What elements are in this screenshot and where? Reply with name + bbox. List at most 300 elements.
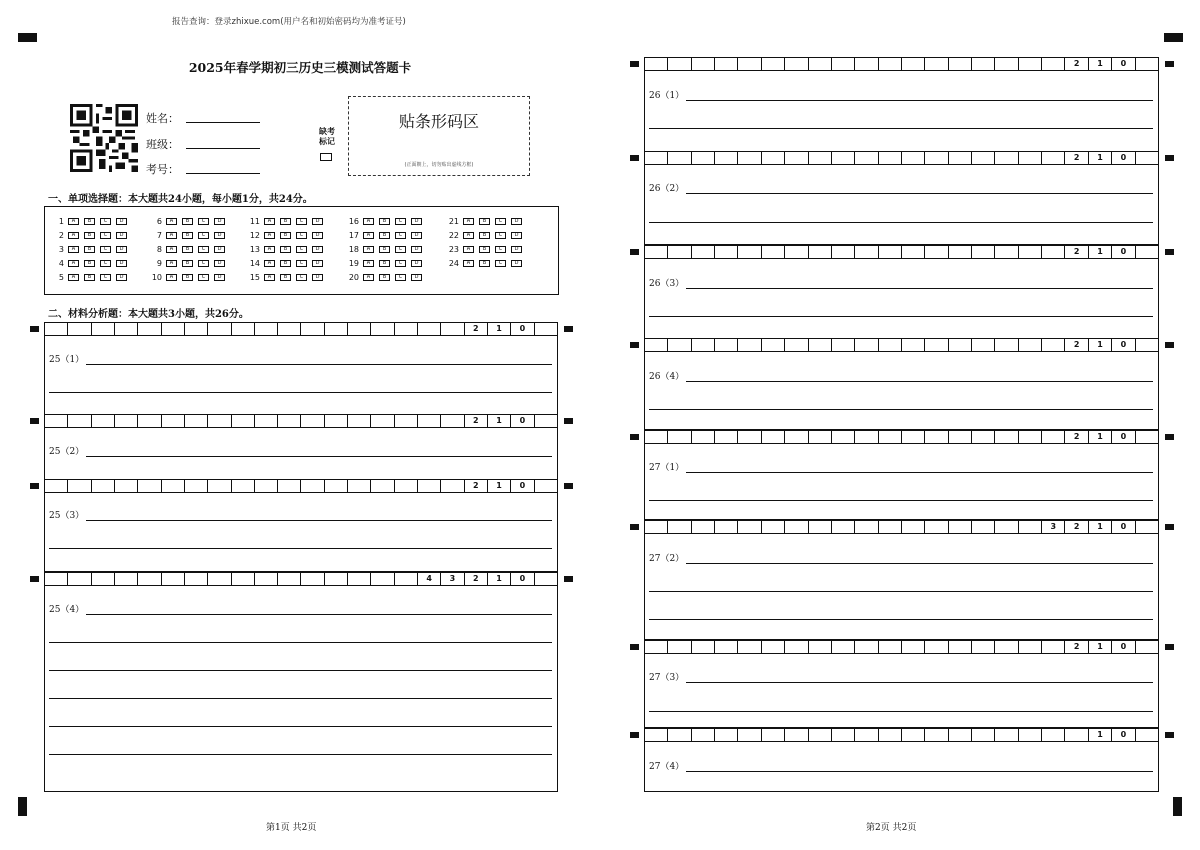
score-cell[interactable] — [972, 641, 995, 653]
score-cell[interactable] — [535, 480, 557, 492]
mc-option-bubble[interactable]: D — [214, 218, 225, 225]
score-cell[interactable] — [855, 641, 878, 653]
score-cell[interactable] — [395, 480, 418, 492]
mc-option-bubble[interactable]: A — [166, 260, 177, 267]
score-cell[interactable] — [1042, 729, 1065, 741]
mc-option-bubble[interactable]: B — [379, 218, 390, 225]
score-cell[interactable] — [1136, 246, 1158, 258]
score-cell[interactable] — [185, 323, 208, 335]
mc-option-bubble[interactable]: A — [68, 232, 79, 239]
mc-option-bubble[interactable]: A — [264, 274, 275, 281]
score-cell[interactable] — [1136, 58, 1158, 70]
score-cell[interactable] — [762, 431, 785, 443]
score-cell[interactable] — [255, 323, 278, 335]
score-cell[interactable] — [902, 339, 925, 351]
score-cell[interactable] — [645, 339, 668, 351]
score-cell[interactable] — [68, 573, 91, 585]
score-cell[interactable] — [232, 573, 255, 585]
answer-line[interactable] — [86, 520, 552, 521]
mc-option-bubble[interactable]: B — [280, 260, 291, 267]
mc-option-bubble[interactable]: B — [182, 232, 193, 239]
score-cell[interactable] — [762, 729, 785, 741]
score-cell[interactable] — [785, 246, 808, 258]
score-cell[interactable] — [645, 152, 668, 164]
score-cell[interactable] — [832, 641, 855, 653]
mc-option-bubble[interactable]: B — [182, 274, 193, 281]
score-cell[interactable]: 0 — [511, 573, 534, 585]
mc-option-bubble[interactable]: C — [100, 246, 111, 253]
mc-option-bubble[interactable]: D — [116, 246, 127, 253]
mc-option-bubble[interactable]: A — [68, 218, 79, 225]
mc-option-bubble[interactable]: B — [182, 260, 193, 267]
score-cell[interactable] — [902, 152, 925, 164]
score-cell[interactable] — [348, 480, 371, 492]
score-cell[interactable] — [972, 729, 995, 741]
mc-option-bubble[interactable]: A — [166, 274, 177, 281]
score-cell[interactable]: 0 — [1112, 431, 1135, 443]
score-cell[interactable] — [738, 521, 761, 533]
score-cell[interactable] — [879, 58, 902, 70]
score-cell[interactable] — [925, 521, 948, 533]
score-cell[interactable] — [809, 58, 832, 70]
score-cell[interactable] — [255, 415, 278, 427]
score-cell[interactable] — [692, 729, 715, 741]
score-cell[interactable] — [738, 246, 761, 258]
mc-option-bubble[interactable]: D — [312, 246, 323, 253]
score-cell[interactable] — [715, 521, 738, 533]
score-cell[interactable] — [371, 323, 394, 335]
score-cell[interactable] — [232, 480, 255, 492]
score-cell[interactable] — [995, 431, 1018, 443]
score-cell[interactable] — [995, 58, 1018, 70]
mc-option-bubble[interactable]: D — [511, 260, 522, 267]
score-cell[interactable] — [692, 641, 715, 653]
mc-option-bubble[interactable]: B — [84, 246, 95, 253]
score-cell[interactable] — [1019, 152, 1042, 164]
score-cell[interactable] — [762, 246, 785, 258]
score-cell[interactable] — [645, 521, 668, 533]
mc-option-bubble[interactable]: B — [280, 246, 291, 253]
score-cell[interactable] — [809, 729, 832, 741]
mc-option-bubble[interactable]: B — [280, 274, 291, 281]
score-cell[interactable] — [809, 339, 832, 351]
score-cell[interactable] — [715, 431, 738, 443]
score-cell[interactable] — [762, 339, 785, 351]
score-cell[interactable] — [535, 573, 557, 585]
answer-line[interactable] — [86, 456, 552, 457]
mc-option-bubble[interactable]: C — [495, 246, 506, 253]
mc-option-bubble[interactable]: A — [463, 260, 474, 267]
score-cell[interactable] — [325, 415, 348, 427]
score-cell[interactable] — [92, 480, 115, 492]
score-cell[interactable] — [668, 152, 691, 164]
score-cell[interactable]: 3 — [441, 573, 464, 585]
score-cell[interactable] — [1136, 641, 1158, 653]
score-cell[interactable] — [855, 521, 878, 533]
score-cell[interactable] — [762, 521, 785, 533]
mc-option-bubble[interactable]: B — [280, 232, 291, 239]
score-cell[interactable] — [255, 573, 278, 585]
score-cell[interactable] — [715, 729, 738, 741]
answer-line[interactable] — [649, 409, 1153, 410]
mc-option-bubble[interactable]: D — [312, 218, 323, 225]
score-cell[interactable] — [692, 431, 715, 443]
score-cell[interactable] — [809, 641, 832, 653]
score-cell[interactable]: 0 — [1112, 641, 1135, 653]
answer-line[interactable] — [686, 193, 1153, 194]
score-cell[interactable] — [208, 415, 231, 427]
score-cell[interactable] — [535, 415, 557, 427]
score-cell[interactable] — [995, 521, 1018, 533]
score-cell[interactable] — [185, 573, 208, 585]
answer-line[interactable] — [49, 642, 552, 643]
score-cell[interactable] — [715, 339, 738, 351]
score-cell[interactable] — [949, 729, 972, 741]
mc-option-bubble[interactable]: C — [198, 274, 209, 281]
absent-mark-box[interactable] — [320, 153, 332, 161]
mc-option-bubble[interactable]: B — [84, 260, 95, 267]
score-cell[interactable] — [645, 641, 668, 653]
score-cell[interactable] — [441, 323, 464, 335]
mc-option-bubble[interactable]: A — [363, 218, 374, 225]
score-cell[interactable] — [692, 339, 715, 351]
score-cell[interactable] — [902, 521, 925, 533]
score-cell[interactable] — [535, 323, 557, 335]
score-cell[interactable] — [879, 729, 902, 741]
answer-line[interactable] — [649, 128, 1153, 129]
score-cell[interactable]: 2 — [465, 480, 488, 492]
score-cell[interactable] — [1042, 339, 1065, 351]
score-cell[interactable] — [809, 431, 832, 443]
score-cell[interactable]: 1 — [1089, 58, 1112, 70]
score-cell[interactable] — [668, 521, 691, 533]
score-cell[interactable] — [301, 573, 324, 585]
score-cell[interactable] — [1042, 246, 1065, 258]
score-cell[interactable] — [1136, 152, 1158, 164]
score-cell[interactable] — [1019, 339, 1042, 351]
score-cell[interactable] — [832, 58, 855, 70]
score-cell[interactable]: 2 — [465, 323, 488, 335]
mc-option-bubble[interactable]: B — [479, 218, 490, 225]
mc-option-bubble[interactable]: B — [479, 246, 490, 253]
score-cell[interactable]: 1 — [1089, 521, 1112, 533]
score-cell[interactable]: 0 — [1112, 339, 1135, 351]
answer-line[interactable] — [686, 563, 1153, 564]
answer-line[interactable] — [686, 381, 1153, 382]
score-cell[interactable] — [325, 573, 348, 585]
score-cell[interactable] — [371, 480, 394, 492]
score-cell[interactable] — [371, 415, 394, 427]
score-cell[interactable] — [762, 58, 785, 70]
score-cell[interactable] — [441, 415, 464, 427]
exam-no-field[interactable] — [186, 173, 260, 174]
mc-option-bubble[interactable]: D — [511, 232, 522, 239]
mc-option-bubble[interactable]: D — [411, 218, 422, 225]
score-cell[interactable] — [138, 573, 161, 585]
score-cell[interactable] — [668, 339, 691, 351]
mc-option-bubble[interactable]: D — [116, 274, 127, 281]
score-cell[interactable] — [1136, 431, 1158, 443]
score-cell[interactable] — [855, 339, 878, 351]
score-cell[interactable]: 0 — [1112, 521, 1135, 533]
score-cell[interactable] — [785, 58, 808, 70]
score-cell[interactable]: 2 — [1065, 58, 1088, 70]
score-cell[interactable] — [418, 323, 441, 335]
score-cell[interactable]: 2 — [1065, 641, 1088, 653]
score-cell[interactable]: 1 — [488, 573, 511, 585]
mc-option-bubble[interactable]: C — [495, 218, 506, 225]
score-cell[interactable] — [138, 415, 161, 427]
score-cell[interactable] — [972, 58, 995, 70]
mc-option-bubble[interactable]: A — [264, 218, 275, 225]
score-cell[interactable] — [715, 641, 738, 653]
answer-box[interactable] — [644, 71, 1159, 152]
score-cell[interactable] — [855, 152, 878, 164]
score-cell[interactable] — [208, 323, 231, 335]
score-cell[interactable] — [325, 480, 348, 492]
score-cell[interactable] — [809, 152, 832, 164]
mc-option-bubble[interactable]: C — [198, 246, 209, 253]
score-cell[interactable] — [395, 323, 418, 335]
score-cell[interactable] — [785, 641, 808, 653]
mc-option-bubble[interactable]: A — [166, 218, 177, 225]
score-cell[interactable] — [1019, 521, 1042, 533]
mc-option-bubble[interactable]: A — [363, 260, 374, 267]
mc-option-bubble[interactable]: C — [395, 274, 406, 281]
score-cell[interactable] — [925, 641, 948, 653]
score-cell[interactable] — [738, 339, 761, 351]
score-cell[interactable] — [972, 152, 995, 164]
score-cell[interactable] — [371, 573, 394, 585]
score-cell[interactable] — [949, 431, 972, 443]
score-cell[interactable] — [785, 521, 808, 533]
score-cell[interactable] — [278, 573, 301, 585]
mc-option-bubble[interactable]: A — [363, 232, 374, 239]
mc-option-bubble[interactable]: A — [68, 274, 79, 281]
score-cell[interactable]: 1 — [1089, 729, 1112, 741]
score-cell[interactable] — [995, 152, 1018, 164]
score-cell[interactable] — [278, 323, 301, 335]
answer-line[interactable] — [686, 771, 1153, 772]
score-cell[interactable] — [441, 480, 464, 492]
mc-option-bubble[interactable]: D — [411, 260, 422, 267]
score-cell[interactable] — [668, 431, 691, 443]
answer-box[interactable] — [644, 444, 1159, 520]
answer-line[interactable] — [686, 472, 1153, 473]
score-cell[interactable] — [162, 573, 185, 585]
score-cell[interactable] — [738, 431, 761, 443]
score-cell[interactable] — [1019, 431, 1042, 443]
mc-option-bubble[interactable]: D — [312, 260, 323, 267]
score-cell[interactable] — [138, 480, 161, 492]
score-cell[interactable] — [902, 246, 925, 258]
score-cell[interactable] — [879, 521, 902, 533]
score-cell[interactable]: 2 — [1065, 521, 1088, 533]
score-cell[interactable] — [68, 323, 91, 335]
mc-option-bubble[interactable]: C — [495, 232, 506, 239]
score-cell[interactable] — [1136, 521, 1158, 533]
mc-option-bubble[interactable]: B — [84, 232, 95, 239]
score-cell[interactable] — [45, 480, 68, 492]
score-cell[interactable] — [278, 415, 301, 427]
mc-option-bubble[interactable]: D — [511, 246, 522, 253]
score-cell[interactable] — [68, 415, 91, 427]
mc-option-bubble[interactable]: D — [411, 232, 422, 239]
mc-option-bubble[interactable]: C — [100, 232, 111, 239]
score-cell[interactable]: 2 — [465, 573, 488, 585]
score-cell[interactable] — [832, 521, 855, 533]
score-cell[interactable] — [115, 573, 138, 585]
score-cell[interactable] — [972, 339, 995, 351]
score-cell[interactable] — [949, 641, 972, 653]
score-cell[interactable] — [855, 431, 878, 443]
mc-option-bubble[interactable]: C — [296, 260, 307, 267]
score-cell[interactable]: 1 — [1089, 641, 1112, 653]
mc-option-bubble[interactable]: A — [166, 246, 177, 253]
score-cell[interactable] — [692, 58, 715, 70]
score-cell[interactable] — [668, 641, 691, 653]
score-cell[interactable] — [645, 246, 668, 258]
answer-box[interactable] — [644, 654, 1159, 728]
score-cell[interactable] — [785, 431, 808, 443]
mc-option-bubble[interactable]: C — [395, 260, 406, 267]
score-cell[interactable] — [162, 323, 185, 335]
score-cell[interactable] — [995, 339, 1018, 351]
answer-box[interactable] — [44, 586, 558, 792]
score-cell[interactable] — [301, 415, 324, 427]
score-cell[interactable] — [255, 480, 278, 492]
score-cell[interactable]: 0 — [1112, 152, 1135, 164]
score-cell[interactable]: 0 — [511, 415, 534, 427]
score-cell[interactable]: 2 — [1065, 246, 1088, 258]
score-cell[interactable] — [185, 415, 208, 427]
score-cell[interactable] — [138, 323, 161, 335]
mc-option-bubble[interactable]: C — [198, 218, 209, 225]
score-cell[interactable] — [348, 323, 371, 335]
score-cell[interactable] — [348, 415, 371, 427]
score-cell[interactable] — [232, 415, 255, 427]
score-cell[interactable]: 1 — [1089, 431, 1112, 443]
mc-option-bubble[interactable]: A — [166, 232, 177, 239]
mc-option-bubble[interactable]: B — [280, 218, 291, 225]
mc-option-bubble[interactable]: C — [100, 274, 111, 281]
score-cell[interactable] — [418, 415, 441, 427]
answer-line[interactable] — [686, 682, 1153, 683]
score-cell[interactable] — [738, 729, 761, 741]
score-cell[interactable] — [738, 58, 761, 70]
mc-option-bubble[interactable]: D — [214, 260, 225, 267]
class-field[interactable] — [186, 148, 260, 149]
answer-box[interactable] — [44, 428, 558, 480]
score-cell[interactable]: 0 — [1112, 729, 1135, 741]
score-cell[interactable] — [832, 729, 855, 741]
score-cell[interactable] — [902, 641, 925, 653]
mc-option-bubble[interactable]: A — [363, 274, 374, 281]
score-cell[interactable] — [645, 431, 668, 443]
score-cell[interactable] — [162, 415, 185, 427]
answer-line[interactable] — [686, 288, 1153, 289]
score-cell[interactable] — [1065, 729, 1088, 741]
mc-option-bubble[interactable]: C — [296, 246, 307, 253]
score-cell[interactable] — [995, 729, 1018, 741]
mc-option-bubble[interactable]: B — [479, 260, 490, 267]
mc-option-bubble[interactable]: A — [264, 260, 275, 267]
mc-option-bubble[interactable]: C — [198, 260, 209, 267]
mc-option-bubble[interactable]: B — [379, 232, 390, 239]
mc-option-bubble[interactable]: A — [264, 246, 275, 253]
mc-option-bubble[interactable]: B — [84, 274, 95, 281]
score-cell[interactable] — [645, 58, 668, 70]
mc-option-bubble[interactable]: D — [312, 274, 323, 281]
score-cell[interactable]: 1 — [488, 415, 511, 427]
score-cell[interactable] — [832, 246, 855, 258]
mc-option-bubble[interactable]: C — [296, 218, 307, 225]
answer-box[interactable] — [44, 336, 558, 415]
score-cell[interactable] — [879, 152, 902, 164]
score-cell[interactable] — [45, 323, 68, 335]
answer-line[interactable] — [686, 100, 1153, 101]
score-cell[interactable] — [668, 246, 691, 258]
score-cell[interactable] — [395, 415, 418, 427]
score-cell[interactable] — [692, 152, 715, 164]
score-cell[interactable] — [115, 323, 138, 335]
answer-line[interactable] — [49, 392, 552, 393]
score-cell[interactable] — [738, 152, 761, 164]
score-cell[interactable] — [972, 431, 995, 443]
score-cell[interactable] — [879, 339, 902, 351]
score-cell[interactable] — [785, 152, 808, 164]
score-cell[interactable] — [115, 415, 138, 427]
score-cell[interactable] — [692, 246, 715, 258]
score-cell[interactable] — [832, 431, 855, 443]
score-cell[interactable] — [395, 573, 418, 585]
mc-option-bubble[interactable]: A — [463, 218, 474, 225]
score-cell[interactable] — [925, 152, 948, 164]
score-cell[interactable] — [855, 58, 878, 70]
mc-option-bubble[interactable]: D — [116, 260, 127, 267]
mc-option-bubble[interactable]: C — [198, 232, 209, 239]
mc-option-bubble[interactable]: C — [296, 274, 307, 281]
answer-box[interactable] — [644, 352, 1159, 430]
answer-line[interactable] — [49, 726, 552, 727]
score-cell[interactable]: 0 — [511, 480, 534, 492]
score-cell[interactable] — [185, 480, 208, 492]
score-cell[interactable] — [785, 729, 808, 741]
mc-option-bubble[interactable]: D — [411, 274, 422, 281]
score-cell[interactable] — [972, 246, 995, 258]
mc-option-bubble[interactable]: D — [116, 218, 127, 225]
score-cell[interactable] — [301, 480, 324, 492]
score-cell[interactable] — [348, 573, 371, 585]
mc-option-bubble[interactable]: D — [214, 246, 225, 253]
answer-line[interactable] — [649, 222, 1153, 223]
score-cell[interactable] — [1019, 641, 1042, 653]
score-cell[interactable] — [925, 246, 948, 258]
score-cell[interactable]: 0 — [1112, 246, 1135, 258]
name-field[interactable] — [186, 122, 260, 123]
answer-line[interactable] — [49, 698, 552, 699]
score-cell[interactable] — [949, 339, 972, 351]
answer-line[interactable] — [49, 754, 552, 755]
mc-option-bubble[interactable]: C — [100, 218, 111, 225]
mc-option-bubble[interactable]: A — [264, 232, 275, 239]
score-cell[interactable] — [668, 58, 691, 70]
answer-line[interactable] — [49, 670, 552, 671]
mc-option-bubble[interactable]: C — [495, 260, 506, 267]
answer-box[interactable] — [644, 534, 1159, 640]
score-cell[interactable] — [762, 641, 785, 653]
score-cell[interactable] — [902, 729, 925, 741]
